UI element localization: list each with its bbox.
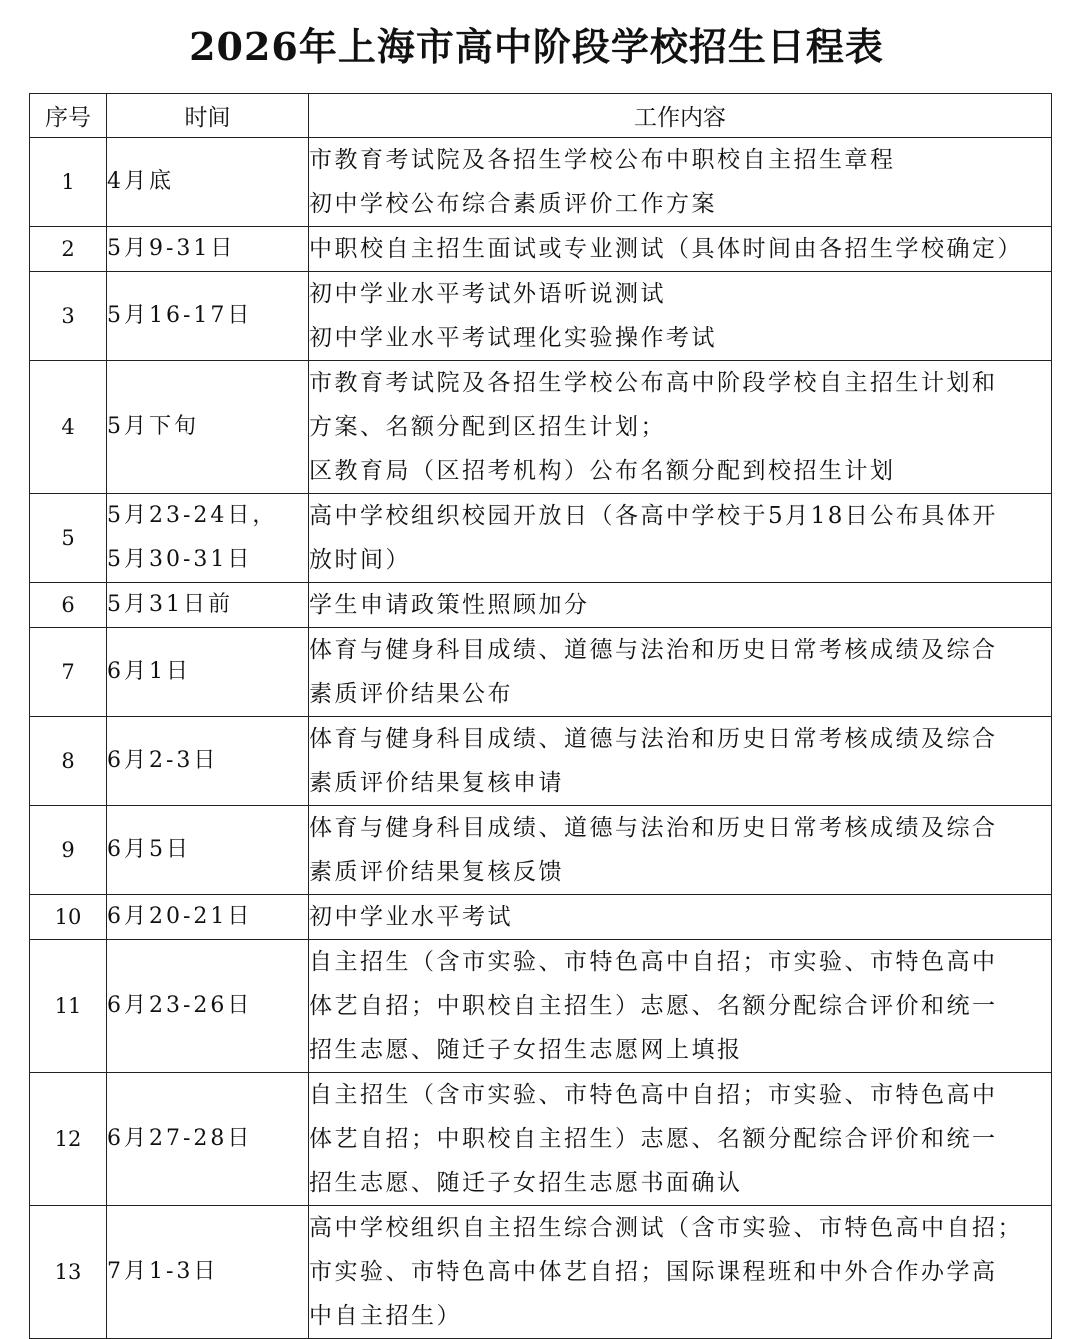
table-row — [30, 138, 1052, 227]
row-content — [309, 272, 1052, 361]
row-seq: 11 — [30, 940, 107, 1073]
table-row — [30, 1073, 1052, 1206]
row-time-line: 5月30-31日 — [107, 547, 253, 572]
row-content — [309, 940, 1052, 1073]
row-seq: 2 — [30, 227, 107, 272]
row-content-line: 高中学校组织自主招生综合测试（含市实验、市特色高中自招； — [309, 1215, 1023, 1241]
row-seq: 7 — [30, 628, 107, 717]
table-body — [30, 138, 1052, 1339]
row-content-line: 体育与健身科目成绩、道德与法治和历史日常考核成绩及综合 — [309, 815, 998, 841]
row-time-line: 5月9-31日 — [107, 236, 236, 261]
row-time-line: 4月底 — [107, 169, 174, 194]
row-content-line: 放时间） — [309, 547, 411, 573]
table-row — [30, 272, 1052, 361]
row-time-line: 6月20-21日 — [107, 904, 253, 929]
row-content — [309, 895, 1052, 940]
row-content-line: 素质评价结果公布 — [309, 681, 513, 707]
row-content-line: 中自主招生） — [309, 1303, 462, 1329]
row-content-line: 初中学业水平考试外语听说测试 — [309, 281, 666, 307]
row-content-line: 中职校自主招生面试或专业测试（具体时间由各招生学校确定） — [309, 236, 1023, 262]
row-content — [309, 227, 1052, 272]
row-content-line: 初中学业水平考试理化实验操作考试 — [309, 325, 717, 351]
row-content-line: 招生志愿、随迁子女招生志愿网上填报 — [309, 1037, 743, 1063]
table-row — [30, 806, 1052, 895]
row-time — [107, 272, 309, 361]
row-content-line: 招生志愿、随迁子女招生志愿书面确认 — [309, 1170, 743, 1196]
row-content-line: 初中学校公布综合素质评价工作方案 — [309, 191, 717, 217]
row-content — [309, 138, 1052, 227]
row-content — [309, 628, 1052, 717]
row-time — [107, 1206, 309, 1339]
row-content-line: 体艺自招；中职校自主招生）志愿、名额分配综合评价和统一 — [309, 1126, 998, 1152]
row-content-line: 区教育局（区招考机构）公布名额分配到校招生计划 — [309, 458, 896, 484]
row-time-line: 6月5日 — [107, 837, 191, 862]
row-content-line: 学生申请政策性照顾加分 — [309, 592, 590, 618]
row-time — [107, 361, 309, 494]
row-seq: 13 — [30, 1206, 107, 1339]
table-row — [30, 227, 1052, 272]
row-time — [107, 583, 309, 628]
row-seq: 10 — [30, 895, 107, 940]
row-time — [107, 1073, 309, 1206]
row-time-line: 6月1日 — [107, 659, 191, 684]
table-row — [30, 895, 1052, 940]
row-seq: 6 — [30, 583, 107, 628]
row-time-line: 6月2-3日 — [107, 748, 219, 773]
row-time — [107, 628, 309, 717]
row-time — [107, 940, 309, 1073]
header-seq: 序号 — [30, 94, 107, 138]
row-time — [107, 895, 309, 940]
row-time-line: 5月下旬 — [107, 414, 199, 439]
row-content-line: 自主招生（含市实验、市特色高中自招；市实验、市特色高中 — [309, 949, 998, 975]
row-content-line: 自主招生（含市实验、市特色高中自招；市实验、市特色高中 — [309, 1082, 998, 1108]
row-content — [309, 1073, 1052, 1206]
row-time — [107, 138, 309, 227]
row-time-line: 5月16-17日 — [107, 303, 253, 328]
row-content-line: 方案、名额分配到区招生计划； — [309, 414, 666, 440]
table-row — [30, 494, 1052, 583]
row-content-line: 素质评价结果复核申请 — [309, 770, 564, 796]
table-row — [30, 1206, 1052, 1339]
row-content — [309, 806, 1052, 895]
row-time-line: 5月31日前 — [107, 592, 233, 617]
row-seq: 1 — [30, 138, 107, 227]
row-time — [107, 227, 309, 272]
row-content — [309, 494, 1052, 583]
row-content — [309, 361, 1052, 494]
row-time-line: 6月27-28日 — [107, 1126, 253, 1151]
row-content-line: 初中学业水平考试 — [309, 904, 513, 930]
table-row — [30, 628, 1052, 717]
header-content: 工作内容 — [309, 94, 1052, 138]
row-content — [309, 717, 1052, 806]
row-content-line: 体育与健身科目成绩、道德与法治和历史日常考核成绩及综合 — [309, 726, 998, 752]
header-time: 时间 — [107, 94, 309, 138]
row-seq: 8 — [30, 717, 107, 806]
row-seq: 12 — [30, 1073, 107, 1206]
row-seq: 9 — [30, 806, 107, 895]
table-row — [30, 940, 1052, 1073]
row-time-line: 6月23-26日 — [107, 993, 253, 1018]
page-title: 2026年上海市高中阶段学校招生日程表 — [189, 24, 884, 69]
row-content-line: 市实验、市特色高中体艺自招；国际课程班和中外合作办学高 — [309, 1259, 998, 1285]
schedule-table — [29, 93, 1052, 1339]
row-content-line: 市教育考试院及各招生学校公布高中阶段学校自主招生计划和 — [309, 370, 998, 396]
row-content-line: 体艺自招；中职校自主招生）志愿、名额分配综合评价和统一 — [309, 993, 998, 1019]
row-time-line: 5月23-24日， — [107, 503, 278, 528]
row-content-line: 市教育考试院及各招生学校公布中职校自主招生章程 — [309, 147, 896, 173]
row-time-line: 7月1-3日 — [107, 1259, 219, 1284]
row-time — [107, 494, 309, 583]
row-time — [107, 806, 309, 895]
table-header-row — [30, 94, 1052, 138]
row-seq: 3 — [30, 272, 107, 361]
table-row — [30, 717, 1052, 806]
row-content-line: 高中学校组织校园开放日（各高中学校于5月18日公布具体开 — [309, 503, 998, 529]
table-row — [30, 361, 1052, 494]
row-content-line: 素质评价结果复核反馈 — [309, 859, 564, 885]
row-seq: 5 — [30, 494, 107, 583]
row-time — [107, 717, 309, 806]
row-content — [309, 583, 1052, 628]
table-row — [30, 583, 1052, 628]
row-content — [309, 1206, 1052, 1339]
row-content-line: 体育与健身科目成绩、道德与法治和历史日常考核成绩及综合 — [309, 637, 998, 663]
row-seq: 4 — [30, 361, 107, 494]
